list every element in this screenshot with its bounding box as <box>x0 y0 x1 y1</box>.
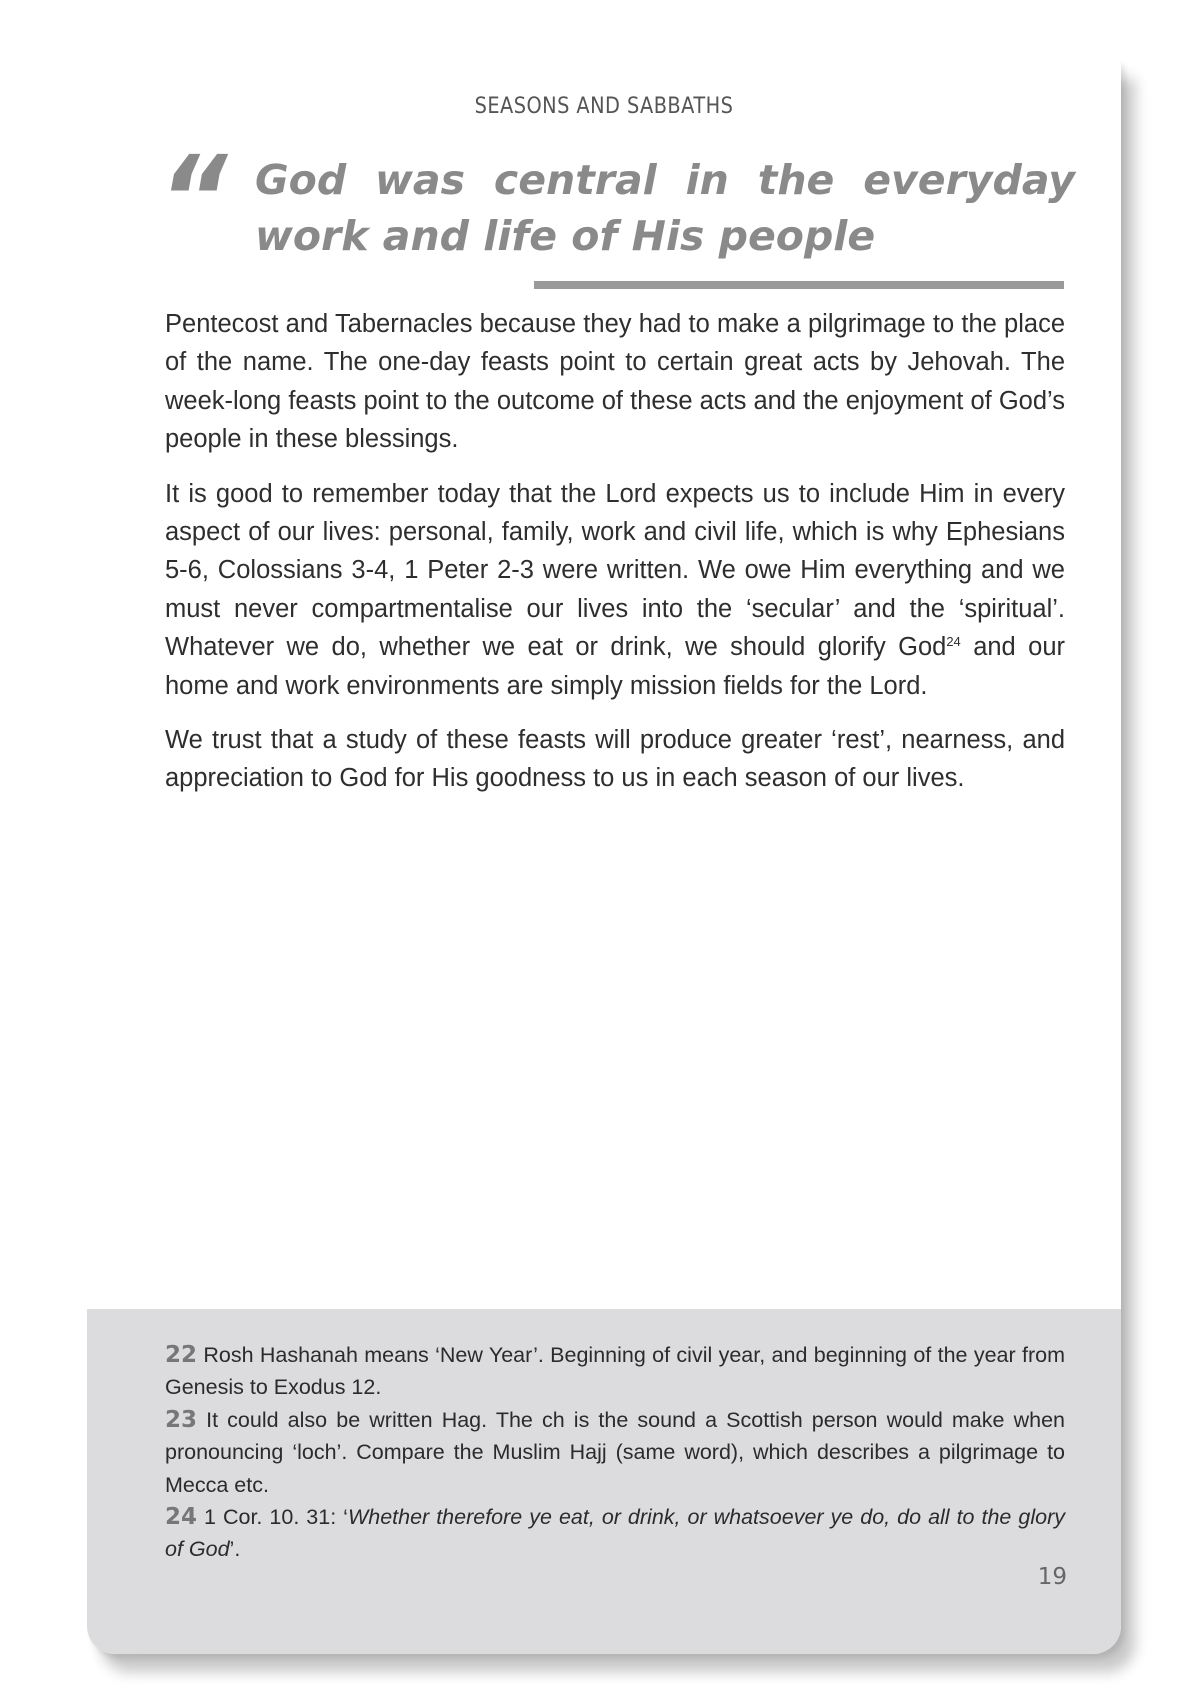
footnote-text: 1 Cor. 10. 31: ‘ <box>204 1505 348 1530</box>
body-paragraph-3: We trust that a study of these feasts will produce greater ‘rest’, nearness, and appreciation to God for His goodness to us in each season of our lives. <box>165 726 1065 793</box>
body-paragraph-2 <box>165 475 1065 705</box>
footnote-list <box>165 1339 1065 1566</box>
footnote-23 <box>165 1404 1065 1501</box>
quote-mark-icon: “ <box>159 130 228 268</box>
footnote-24 <box>165 1501 1065 1566</box>
footnote-quotation: Whether therefore ye eat, or drink, or whatsoever ye do, do all to the glory of God <box>165 1505 1065 1562</box>
body-text <box>165 305 1065 814</box>
footnotes-panel <box>87 1309 1121 1654</box>
body-paragraph-1: Pentecost and Tabernacles because they had to make a pilgrimage to the place of the name. The one-day feasts point to certain great acts by Jehovah. The week-long feasts point to the outcome of these acts and the enjoyment of God’s people in these blessings. <box>165 310 1065 454</box>
paragraph-2-text-cont: and our home and work environments are simply mission fields for the Lord. <box>165 633 1065 700</box>
pull-quote-rule <box>534 281 1064 289</box>
pull-quote-text: God was central in the everyday work and life of His people <box>255 156 1075 260</box>
footnote-number: 23 <box>165 1406 198 1433</box>
footnote-reference-24[interactable]: 24 <box>946 634 961 650</box>
footnote-22 <box>165 1339 1065 1404</box>
footnote-text: It could also be written Hag. The ch is the sound a Scottish person would make when pronouncing ‘loch’. Compare the Muslim Hajj (same word), which describes a pilgrimage to Mecca etc. <box>165 1407 1065 1497</box>
footnote-closing: ’. <box>229 1537 241 1562</box>
footnote-number: 24 <box>165 1504 198 1531</box>
book-page <box>87 60 1121 1654</box>
paragraph-2-text: It is good to remember today that the Lord expects us to include Him in every aspect of our lives: personal, family, work and civil life, which is why Ephesians 5-6, Colossians 3-4, 1 Peter 2-3 were written. We owe Him everything and we must never compartmentalise our lives into the ‘secular’ and the ‘spiritual’. Whatever we do, whether we eat or drink, we should glorify God <box>165 479 1065 662</box>
footnote-number: 22 <box>165 1342 198 1368</box>
running-title: SEASONS AND SABBATHS <box>474 94 734 119</box>
footnote-text: Rosh Hashanah means ‘New Year’. Beginning of civil year, and beginning of the year from Genesis to Exodus 12. <box>165 1343 1065 1400</box>
page-number: 19 <box>1037 1564 1067 1590</box>
pull-quote <box>159 130 1075 268</box>
